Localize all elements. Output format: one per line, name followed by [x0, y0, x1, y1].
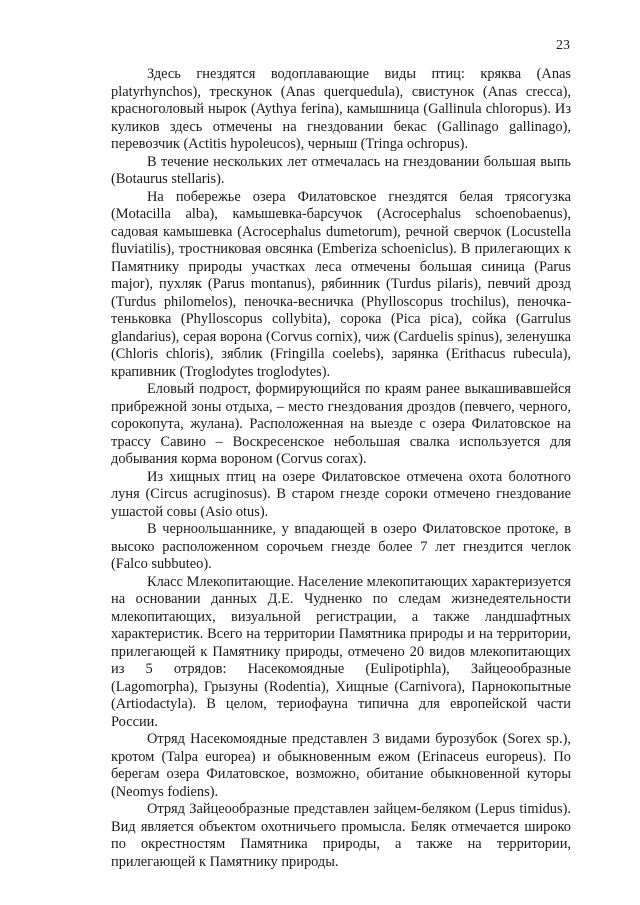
paragraph-shore-birds: На побережье озера Филатовское гнездятся белая трясогузка (Motacilla alba), камышевка-барсучок (Acrocephalus schoenobaenus), садовая камышевка (Acrocephalus dumetorum), речной сверчок (Locustella fluviatilis), тростниковая овсянка (Emberiza schoeniclus). В прилегающих к Памятнику природы участках леса отмечены большая синица (Parus major), пухляк (Parus montanus), рябинник (Turdus pilaris), певчий дрозд (Turdus philomelos), пеночка-весничка (Phylloscopus trochilus), пеночка-теньковка (Phylloscopus collybita), сорока (Pica pica), сойка (Garrulus glandarius), серая ворона (Corvus cornix), чиж (Carduelis spinus), зеленушка (Chloris chloris), зяблик (Fringilla coelebs), зарянка (Erithacus rubecula), крапивник (Troglodytes troglodytes). [111, 188, 571, 380]
paragraph-insectivores: Отряд Насекомоядные представлен 3 видами бурозубок (Sorex sp.), кротом (Talpa europea) и обыкновенным ежом (Erinaceus europeus). По берегам озера Филатовское, возможно, обитание обыкновенной куторы (Neomys fodiens). [111, 731, 571, 800]
paragraph-waterfowl: Здесь гнездятся водоплавающие виды птиц: кряква (Anas platyrhynchos), трескунок (Anas querquedula), свистунок (Anas crecca), красноголовый нырок (Aythya ferina), камышница (Gallinula chloropus). Из куликов здесь отмечены на гнездовании бекас (Gallinago gallinago), перевозчик (Actitis hypoleucos), черныш (Tringa ochropus). [111, 66, 571, 152]
paragraph-mammals-class: Класс Млекопитающие. Население млекопитающих характеризуется на основании данных Д.Е. Чудненко по следам жизнедеятельности млекопитающих, визуальной регистрации, а также ландшафтных характеристик. Всего на территории Памятника природы и на территории, прилегающей к Памятнику природы, отмечено 20 видов млекопитающих из 5 отрядов: Насекомоядные (Eulipotiphla), Зайцеообразные (Lagomorpha), Грызуны (Rodentia), Хищные (Carnivora), Парнокопытные (Artiodactyla). В целом, териофауна типична для европейской части России. [111, 573, 571, 730]
body-text [111, 66, 571, 871]
paragraph-hobby: В черноольшаннике, у впадающей в озеро Филатовское протоке, в высоко расположенном сорочьем гнезде более 7 лет гнездится чеглок (Falco subbuteo). [111, 521, 571, 572]
paragraph-raptors: Из хищных птиц на озере Филатовское отмечена охота болотного луня (Circus acruginosus). В старом гнезде сороки отмечено гнездование ушастой совы (Asio otus). [111, 468, 571, 520]
page-number: 23 [556, 38, 570, 53]
paragraph-lagomorphs: Отряд Зайцеообразные представлен зайцем-беляком (Lepus timidus). Вид является объектом охотничьего промысла. Беляк отмечается широко по окрестностям Памятника природы, а также на территории, прилегающей к Памятнику природы. [111, 801, 571, 870]
paragraph-spruce-undergrowth: Еловый подрост, формирующийся по краям ранее выкашивавшейся прибрежной зоны отдыха, – место гнездования дроздов (певчего, черного, сорокопута, жулана). Расположенная на выезде с озера Филатовское на трассу Савино – Воскресенское небольшая свалка используется для добывания корма вороном (Corvus corax). [111, 381, 571, 467]
paragraph-bittern: В течение нескольких лет отмечалась на гнездовании большая выпь (Botaurus stellaris). [111, 153, 571, 187]
